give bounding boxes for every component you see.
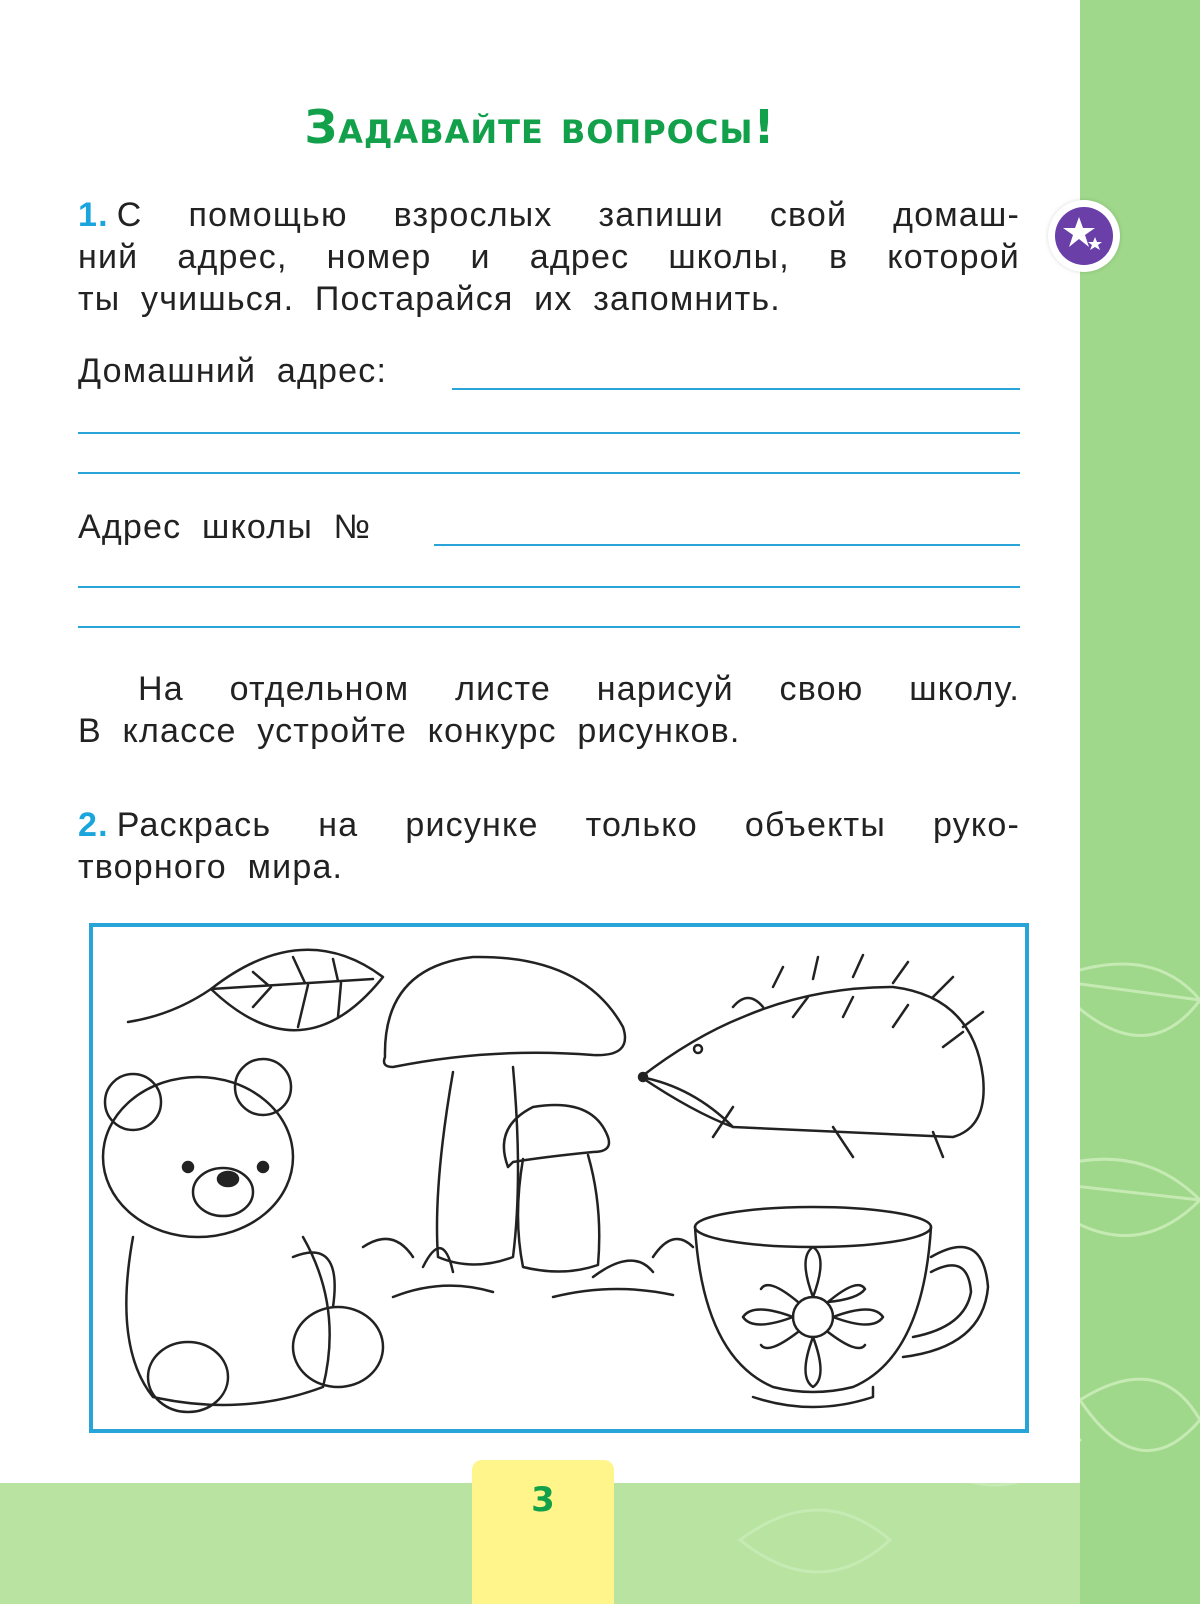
task2-text	[78, 804, 1020, 888]
home-address-line-1[interactable]	[452, 388, 1020, 390]
task1-line-1: С помощью взрослых запиши свой домаш-	[116, 196, 1020, 234]
task1-number: 1.	[78, 196, 109, 234]
mushroom-icon[interactable]	[363, 957, 693, 1297]
school-address-line-2[interactable]	[78, 586, 1020, 588]
coloring-picture-frame	[89, 923, 1029, 1433]
home-address-label: Домашний адрес:	[78, 352, 388, 390]
teacup-icon[interactable]	[695, 1207, 988, 1407]
home-address-line-3[interactable]	[78, 472, 1020, 474]
school-address-label: Адрес школы №	[78, 508, 372, 546]
draw-school-line-1: На отдельном листе нарисуй свою школу.	[138, 670, 1020, 708]
task2-number: 2.	[78, 806, 109, 844]
task1-line-3: ты учишься. Постарайся их запомнить.	[78, 280, 781, 318]
task1-text	[78, 194, 1020, 320]
hedgehog-icon[interactable]	[639, 955, 984, 1157]
page-number: 3	[472, 1460, 614, 1604]
page-title: Задавайте вопросы!	[304, 100, 776, 154]
task2-line-1: Раскрась на рисунке только объекты руко-	[116, 806, 1020, 844]
school-address-line-1[interactable]	[434, 544, 1020, 546]
draw-school-line-2: В классе устройте конкурс рисунков.	[78, 712, 741, 750]
teddy-bear-icon[interactable]	[103, 1059, 383, 1412]
leaf-icon[interactable]	[128, 950, 383, 1030]
stars-icon	[1055, 207, 1113, 265]
draw-school-text	[78, 668, 1020, 752]
star-badge	[1048, 200, 1120, 272]
home-address-line-2[interactable]	[78, 432, 1020, 434]
task2-line-2: творного мира.	[78, 848, 344, 886]
task1-line-2: ний адрес, номер и адрес школы, в которой	[78, 238, 1020, 276]
school-address-line-3[interactable]	[78, 626, 1020, 628]
coloring-picture	[93, 927, 1025, 1429]
